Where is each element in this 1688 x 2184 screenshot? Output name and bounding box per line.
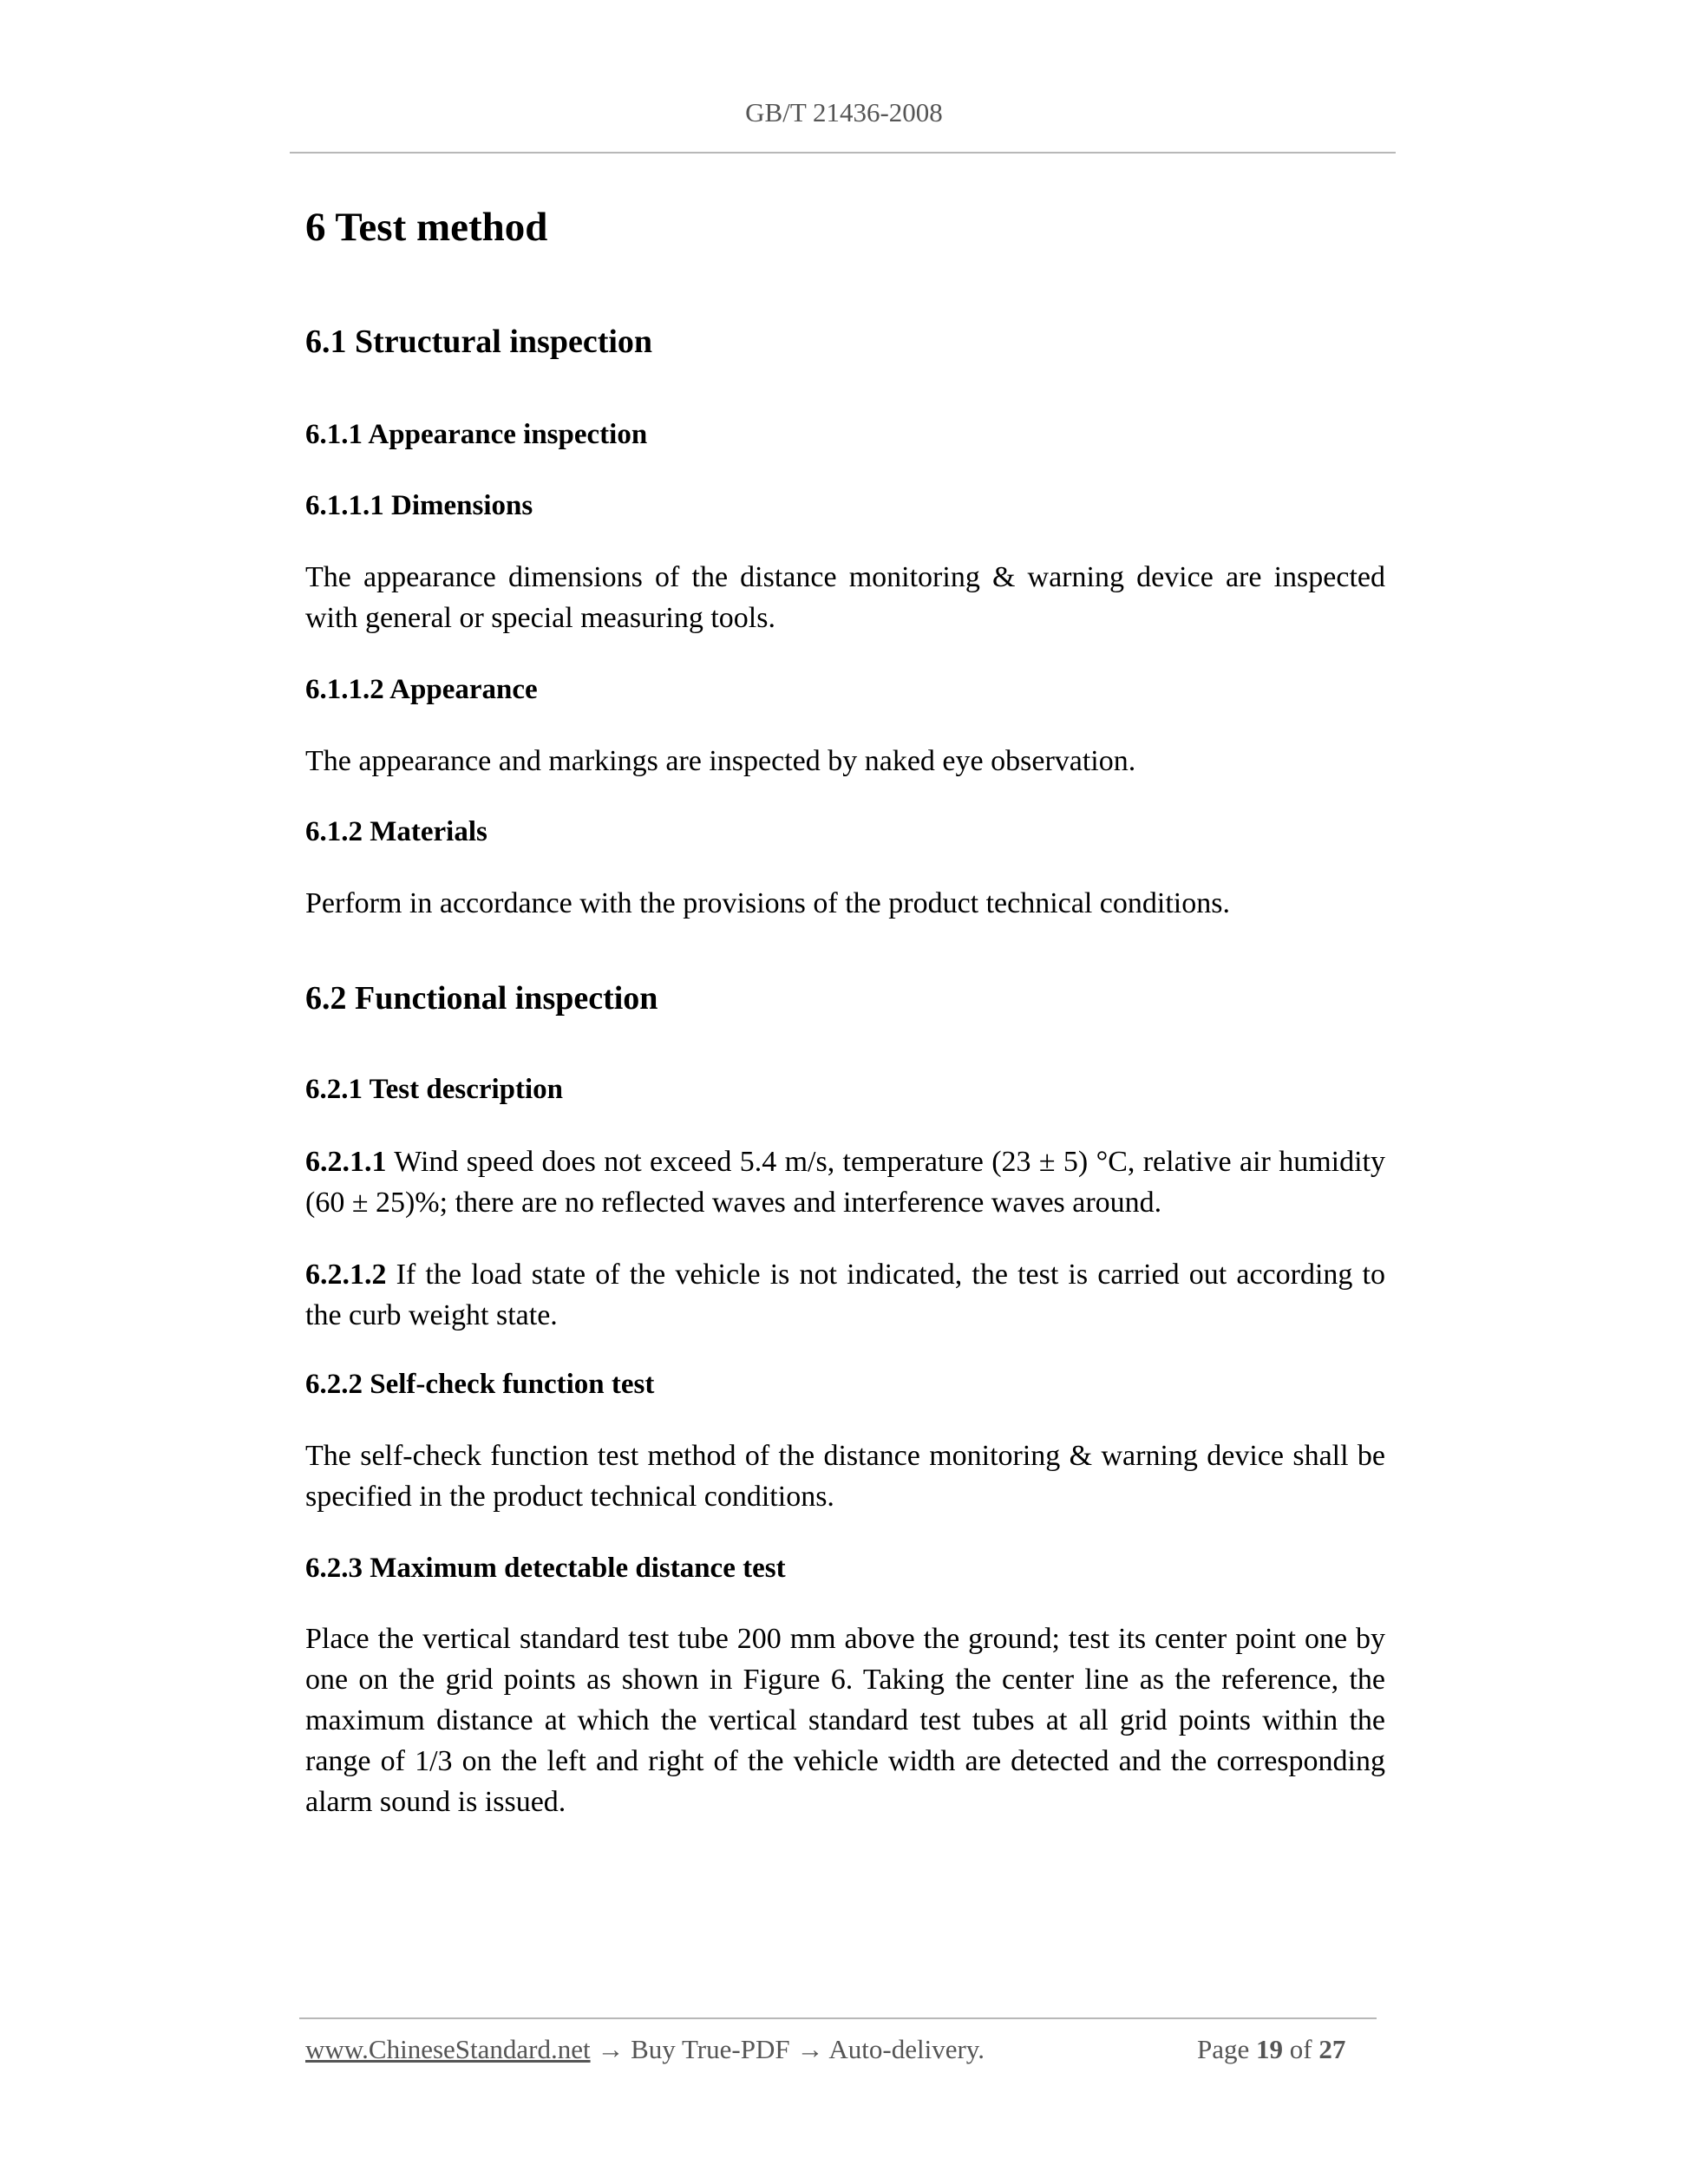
header-divider	[290, 152, 1396, 154]
arrow-icon: →	[789, 2034, 829, 2064]
page-label: Page	[1197, 2034, 1257, 2064]
footer-divider	[299, 2017, 1377, 2019]
clause-text-6-2-1-2: If the load state of the vehicle is not indicated, the test is carried out according to the curb weight state.	[305, 1259, 1385, 1331]
paragraph-appearance: The appearance and markings are inspected by naked eye observation.	[305, 745, 1136, 777]
paragraph-max-distance: Place the vertical standard test tube 200 mm above the ground; test its center point one by one on the grid points as shown in Figure 6. Taking the center line as the reference, the maximum distance at which the vertical standard test tubes at all grid points within the range of 1/3 on the left and right of the vehicle width are detected and the corresponding alarm sound is issued.	[305, 1623, 1385, 1818]
document-header: GB/T 21436-2008	[745, 97, 943, 128]
footer-promo	[305, 2034, 985, 2065]
page-current: 19	[1256, 2034, 1284, 2064]
paragraph-self-check: The self-check function test method of the distance monitoring & warning device shall be specified in the product technical conditions.	[305, 1440, 1385, 1513]
page-number	[1197, 2034, 1345, 2065]
section-heading-6-1-1-1: 6.1.1.1 Dimensions	[305, 490, 533, 521]
arrow-icon: →	[590, 2034, 631, 2064]
section-heading-6-2-1: 6.2.1 Test description	[305, 1074, 564, 1105]
buy-pdf-text: Buy True-PDF	[631, 2034, 790, 2064]
section-heading-6-2-2: 6.2.2 Self-check function test	[305, 1369, 655, 1400]
section-heading-6-2-3: 6.2.3 Maximum detectable distance test	[305, 1553, 786, 1584]
section-heading-6-1-1: 6.1.1 Appearance inspection	[305, 419, 648, 450]
section-heading-6-1-1-2: 6.1.1.2 Appearance	[305, 674, 538, 705]
section-heading-6-1-2: 6.1.2 Materials	[305, 816, 487, 847]
clause-label-6-2-1-1: 6.2.1.1	[305, 1146, 387, 1178]
paragraph-6-2-1-2	[305, 1254, 1385, 1336]
section-heading-6: 6 Test method	[305, 205, 548, 250]
website-link[interactable]: www.ChineseStandard.net	[305, 2034, 591, 2064]
paragraph-6-2-1-1	[305, 1141, 1385, 1223]
clause-label-6-2-1-2: 6.2.1.2	[305, 1259, 387, 1291]
page-of-label: of	[1283, 2034, 1319, 2064]
auto-delivery-text: Auto-delivery.	[828, 2034, 985, 2064]
section-heading-6-1: 6.1 Structural inspection	[305, 324, 653, 360]
paragraph-dimensions: The appearance dimensions of the distance monitoring & warning device are inspected with general or special measuring tools.	[305, 561, 1385, 634]
clause-text-6-2-1-1: Wind speed does not exceed 5.4 m/s, temperature (23 ± 5) °C, relative air humidity (60 ± 25)%; there are no reflected waves and interference waves around.	[305, 1146, 1385, 1219]
page-total: 27	[1318, 2034, 1346, 2064]
section-heading-6-2: 6.2 Functional inspection	[305, 980, 658, 1017]
paragraph-materials: Perform in accordance with the provisions of the product technical conditions.	[305, 887, 1230, 919]
